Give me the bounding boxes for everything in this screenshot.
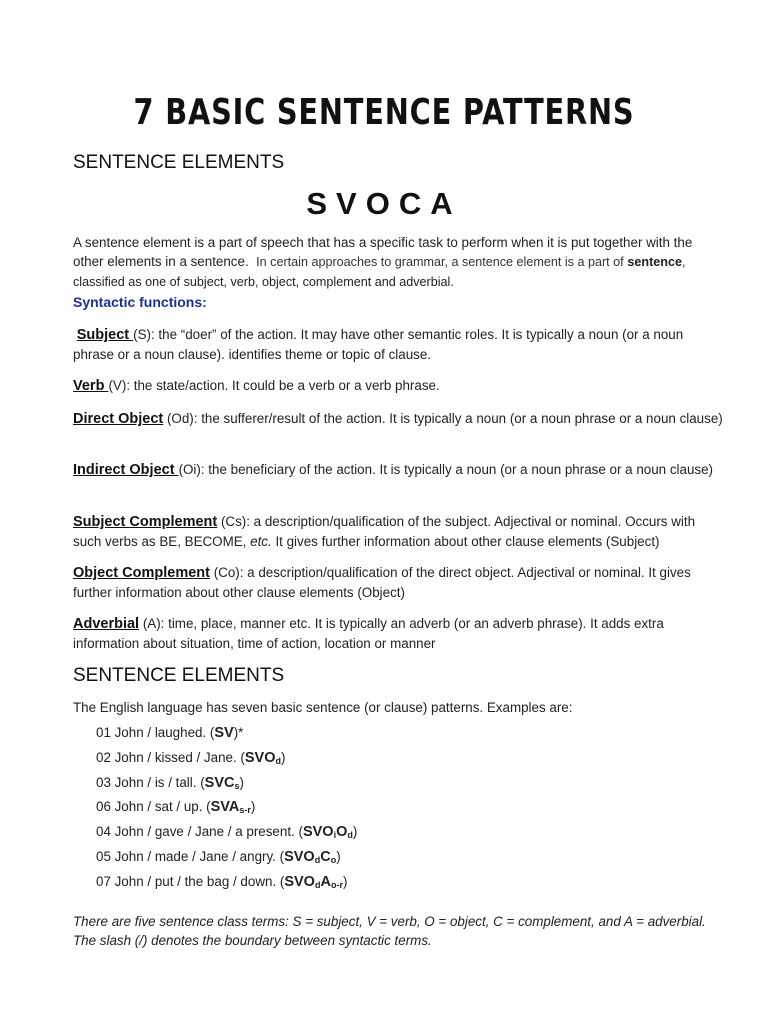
term-verb: Verb xyxy=(73,378,109,394)
example-sub2: o-r xyxy=(330,880,343,890)
example-code: SVO xyxy=(284,874,315,890)
example-item xyxy=(96,725,243,741)
intro-part3: sentence xyxy=(627,255,683,269)
example-code2: O xyxy=(336,824,348,840)
example-item xyxy=(96,799,255,815)
syntactic-functions-heading: Syntactic functions: xyxy=(73,294,207,310)
example-code: SV xyxy=(214,725,234,741)
example-code: SVA xyxy=(210,799,240,815)
desc-direct-object: (Od): the sufferer/result of the action. It is typically a noun (or a noun phrase or a noun clause) xyxy=(163,411,723,426)
example-item xyxy=(96,849,341,865)
function-object-complement xyxy=(73,563,723,602)
example-tail: ) xyxy=(281,750,286,765)
example-item xyxy=(96,775,244,791)
page-title: 7 BASIC SENTENCE PATTERNS xyxy=(133,92,635,133)
example-tail: ) xyxy=(352,824,358,839)
example-tail: ) xyxy=(250,799,256,814)
function-verb xyxy=(73,376,723,396)
example-code2: A xyxy=(320,874,331,890)
example-tail: ) xyxy=(342,874,348,889)
function-direct-object xyxy=(73,409,723,429)
example-sub2: o xyxy=(330,855,337,865)
term-direct-object: Direct Object xyxy=(73,411,164,427)
example-text: 06 John / sat / up. ( xyxy=(96,799,211,814)
example-item xyxy=(96,750,285,766)
example-code: SVO xyxy=(284,849,315,865)
function-adverbial xyxy=(73,614,723,653)
intro-paragraph xyxy=(73,233,723,292)
example-sub: d xyxy=(314,855,321,865)
term-indirect-object: Indirect Object xyxy=(73,462,179,478)
example-code: SVC xyxy=(204,775,235,791)
term-subject: Subject xyxy=(76,327,134,343)
function-subject xyxy=(73,325,723,364)
intro-part1: A sentence element is a part of speech that has a specific task to perform when it is put together with the other elements in a sentence. xyxy=(73,235,693,269)
example-code: SVO xyxy=(302,824,334,840)
example-text: 01 John / laughed. ( xyxy=(96,725,215,740)
example-code2: C xyxy=(320,849,331,865)
example-text: 07 John / put / the bag / down. ( xyxy=(96,874,285,889)
example-sub2: d xyxy=(347,830,353,840)
desc-subject-complement-1: (Cs): a description/qualification of the subject. Adjectival or nominal. Occurs with such verbs as BE, BECOME, xyxy=(73,514,696,549)
section-heading-elements: SENTENCE ELEMENTS xyxy=(73,152,285,173)
example-sub: d xyxy=(314,880,321,890)
desc-subject-complement-italic: etc. xyxy=(250,534,272,549)
acronym-heading: SVOCA xyxy=(306,186,462,221)
patterns-intro: The English language has seven basic sentence (or clause) patterns. Examples are: xyxy=(73,700,573,715)
example-text: 05 John / made / Jane / angry. ( xyxy=(96,849,285,864)
footnote: There are five sentence class terms: S = subject, V = verb, O = object, C = complement, and A = adverbial. The slash (/) denotes the boundary between syntactic terms. xyxy=(73,914,706,948)
desc-object-complement: (Co): a description/qualification of the direct object. Adjectival or nominal. It gives further information about other clause elements (Object) xyxy=(73,565,691,600)
function-indirect-object xyxy=(73,460,723,480)
example-text: 02 John / kissed / Jane. ( xyxy=(96,750,245,765)
term-object-complement: Object Complement xyxy=(73,565,210,581)
function-subject-complement xyxy=(73,512,723,551)
example-tail: ) xyxy=(239,775,244,790)
desc-subject-complement-2: It gives further information about other clause elements (Subject) xyxy=(271,534,660,549)
section-heading-elements-2: SENTENCE ELEMENTS xyxy=(73,665,285,686)
example-tail: ) xyxy=(336,849,341,864)
example-item xyxy=(96,874,347,890)
example-sub: s xyxy=(234,781,240,791)
example-sub: s-r xyxy=(239,805,251,815)
desc-verb: (V): the state/action. It could be a verb or a verb phrase. xyxy=(108,378,440,393)
example-text: 04 John / gave / Jane / a present. ( xyxy=(96,824,303,839)
term-adverbial: Adverbial xyxy=(73,616,140,632)
example-sub: i xyxy=(333,830,337,840)
desc-subject: (S): the “doer” of the action. It may have other semantic roles. It is typically a noun (or a noun phrase or a noun clause). identifies theme or topic of clause. xyxy=(73,327,684,362)
desc-indirect-object: (Oi): the beneficiary of the action. It is typically a noun (or a noun phrase or a noun clause) xyxy=(178,462,713,477)
term-subject-complement: Subject Complement xyxy=(73,514,218,530)
desc-adverbial: (A): time, place, manner etc. It is typically an adverb (or an adverb phrase). It adds extra information about situation, time of action, location or manner xyxy=(73,616,664,651)
intro-part2: In certain approaches to grammar, a sentence element is a part of xyxy=(256,255,624,269)
example-code: SVO xyxy=(244,750,276,766)
example-tail: )* xyxy=(233,725,244,740)
example-item xyxy=(96,824,357,840)
example-sub: d xyxy=(275,756,281,766)
example-text: 03 John / is / tall. ( xyxy=(96,775,205,790)
intro-part4: , classified as one of subject, verb, object, complement and adverbial. xyxy=(73,255,686,289)
